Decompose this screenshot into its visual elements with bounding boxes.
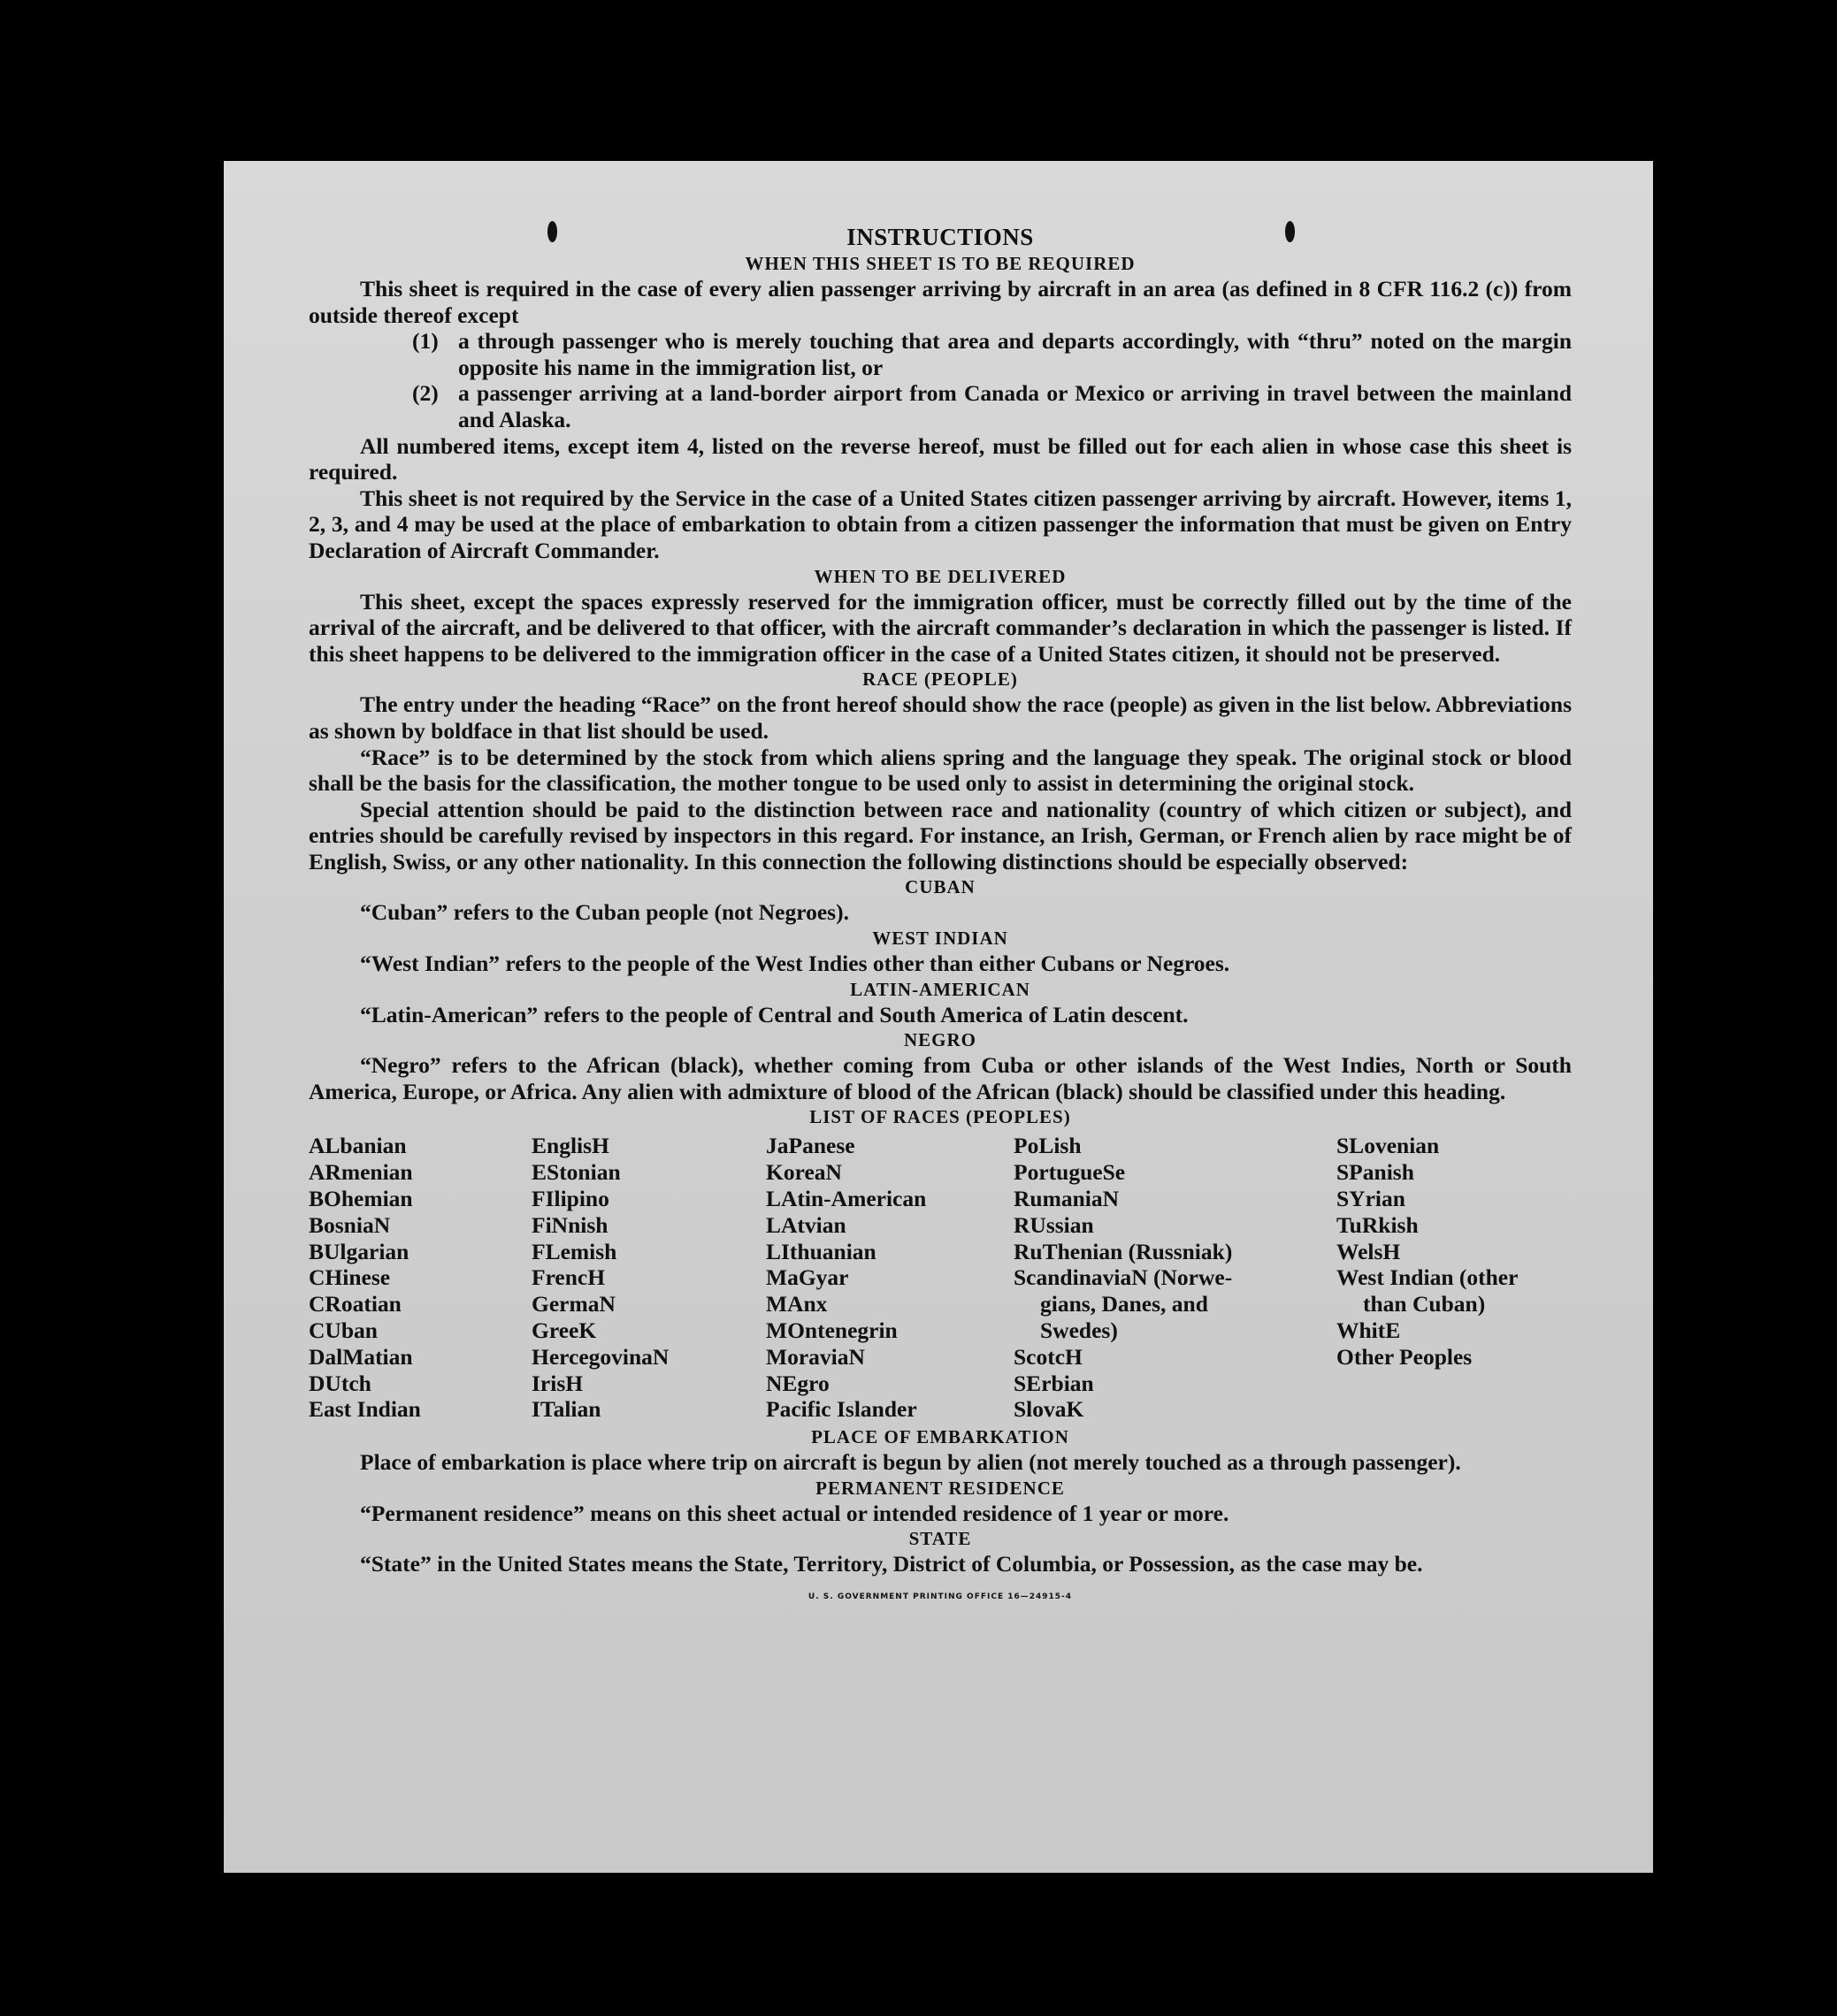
race-item: CUban bbox=[309, 1317, 378, 1344]
race-item: CRoatian bbox=[309, 1291, 402, 1317]
item-text: a through passenger who is merely touching that area and departs accordingly, with “thru” noted on the margin opposite his name in the immigration list, or bbox=[458, 328, 1572, 380]
race-item: SlovaK bbox=[1014, 1396, 1084, 1423]
item-text: a passenger arriving at a land-border airport from Canada or Mexico or arriving in travel between the mainland and Alaska. bbox=[458, 380, 1572, 432]
race-item: MaGyar bbox=[766, 1264, 849, 1291]
section-heading: CUBAN bbox=[905, 876, 976, 898]
race-item: ScotcH bbox=[1014, 1343, 1083, 1370]
binder-hole bbox=[547, 221, 557, 242]
paragraph: Special attention should be paid to the distinction between race and nationality (country of which citizen or subject), and entries should be carefully revised by inspectors in this regard. For instance, an Irish, German, or French alien by race might be of English, Swiss, or any other nationality. In this connection the following distinctions should be especially observed: bbox=[309, 796, 1572, 874]
race-item: SErbian bbox=[1014, 1370, 1094, 1396]
race-item: RuThenian (Russniak) bbox=[1014, 1238, 1233, 1264]
race-list bbox=[309, 1133, 1572, 1423]
list-item bbox=[412, 380, 1572, 432]
race-item: DUtch bbox=[309, 1370, 371, 1396]
binder-hole bbox=[1285, 221, 1295, 242]
section-heading: WHEN THIS SHEET IS TO BE REQUIRED bbox=[745, 253, 1136, 274]
race-item: WelsH bbox=[1336, 1238, 1401, 1264]
document-sheet bbox=[224, 161, 1653, 1873]
section-heading: PLACE OF EMBARKATION bbox=[811, 1426, 1069, 1448]
printer-imprint: U. S. GOVERNMENT PRINTING OFFICE 16—24915-4 bbox=[808, 1592, 1073, 1601]
section-heading: RACE (PEOPLE) bbox=[862, 668, 1018, 691]
race-item: than Cuban) bbox=[1363, 1291, 1486, 1317]
race-item: FIlipino bbox=[532, 1186, 609, 1212]
race-item: IrisH bbox=[532, 1370, 584, 1396]
item-number: (1) bbox=[412, 328, 439, 355]
race-item: Swedes) bbox=[1040, 1317, 1118, 1344]
section-heading: PERMANENT RESIDENCE bbox=[815, 1477, 1065, 1499]
page-title: INSTRUCTIONS bbox=[846, 224, 1034, 250]
race-item: ARmenian bbox=[309, 1159, 413, 1186]
race-item: ALbanian bbox=[309, 1133, 407, 1159]
paragraph: “West Indian” refers to the people of the West Indies other than either Cubans or Negroes. bbox=[360, 951, 1230, 977]
race-item: WhitE bbox=[1336, 1317, 1401, 1344]
paragraph: The entry under the heading “Race” on the front hereof should show the race (people) as given in the list below. Abbreviations as shown by boldface in that list should be used. bbox=[309, 691, 1572, 744]
race-item: RUssian bbox=[1014, 1211, 1094, 1238]
race-item: ITalian bbox=[532, 1396, 601, 1423]
race-column bbox=[766, 1133, 1014, 1423]
paragraph: “State” in the United States means the State, Territory, District of Columbia, or Possession, as the case may be. bbox=[360, 1551, 1423, 1577]
race-item: LIthuanian bbox=[766, 1238, 876, 1264]
race-item: BosniaN bbox=[309, 1211, 391, 1238]
race-item: SPanish bbox=[1336, 1159, 1414, 1186]
race-item: Other Peoples bbox=[1336, 1343, 1473, 1370]
paragraph: “Latin-American” refers to the people of Central and South America of Latin descent. bbox=[360, 1001, 1189, 1027]
section-heading: STATE bbox=[908, 1528, 972, 1550]
paragraph: All numbered items, except item 4, listed on the reverse hereof, must be filled out for each alien in whose case this sheet is required. bbox=[309, 432, 1572, 485]
race-item: DalMatian bbox=[309, 1343, 413, 1370]
paragraph: “Permanent residence” means on this sheet actual or intended residence of 1 year or more. bbox=[360, 1500, 1229, 1526]
paragraph: “Race” is to be determined by the stock from which aliens spring and the language they speak. The original stock or blood shall be the basis for the classification, the mother tongue to be used only to assist in determining the original stock. bbox=[309, 744, 1572, 797]
paragraph: “Cuban” refers to the Cuban people (not Negroes). bbox=[360, 899, 849, 926]
race-item: BUlgarian bbox=[309, 1238, 409, 1264]
race-item: MoraviaN bbox=[766, 1343, 865, 1370]
race-item: HercegovinaN bbox=[532, 1343, 670, 1370]
race-item: FrencH bbox=[532, 1264, 606, 1291]
section-heading: LATIN-AMERICAN bbox=[850, 978, 1030, 1000]
paragraph: “Negro” refers to the African (black), whether coming from Cuba or other islands of the West Indies, North or South America, Europe, or Africa. Any alien with admixture of blood of the African (black) should be classified under this heading. bbox=[309, 1052, 1572, 1104]
race-item: PoLish bbox=[1014, 1133, 1082, 1159]
race-column bbox=[309, 1133, 532, 1423]
paragraph: This sheet is not required by the Service in the case of a United States citizen passenger arriving by aircraft. However, items 1, 2, 3, and 4 may be used at the place of embarkation to obtain from a citizen passenger the information that must be given on Entry Declaration of Aircraft Commander. bbox=[309, 485, 1572, 563]
race-item: NEgro bbox=[766, 1370, 830, 1396]
race-item: CHinese bbox=[309, 1264, 391, 1291]
race-column bbox=[1336, 1133, 1566, 1423]
race-item: MOntenegrin bbox=[766, 1317, 898, 1344]
race-item: SLovenian bbox=[1336, 1133, 1440, 1159]
race-item: EnglisH bbox=[532, 1133, 609, 1159]
race-column bbox=[1014, 1133, 1336, 1423]
paragraph: Place of embarkation is place where trip on aircraft is begun by alien (not merely touched as a through passenger). bbox=[360, 1449, 1461, 1476]
list-item bbox=[412, 328, 1572, 380]
race-item: gians, Danes, and bbox=[1040, 1291, 1208, 1317]
race-item: MAnx bbox=[766, 1291, 828, 1317]
race-item: FiNnish bbox=[532, 1211, 609, 1238]
race-item: JaPanese bbox=[766, 1133, 855, 1159]
race-item: Pacific Islander bbox=[766, 1396, 917, 1423]
race-item: LAtvian bbox=[766, 1211, 846, 1238]
section-heading: WEST INDIAN bbox=[872, 928, 1008, 950]
race-item: LAtin-American bbox=[766, 1186, 927, 1212]
section-heading: NEGRO bbox=[903, 1029, 976, 1051]
race-item: SYrian bbox=[1336, 1186, 1405, 1212]
race-item: BOhemian bbox=[309, 1186, 413, 1212]
paragraph: This sheet is required in the case of every alien passenger arriving by aircraft in an area (as defined in 8 CFR 116.2 (c)) from outside thereof except bbox=[309, 276, 1572, 328]
race-item: KoreaN bbox=[766, 1159, 842, 1186]
race-item: West Indian (other bbox=[1336, 1264, 1519, 1291]
race-item: ScandinaviaN (Norwe- bbox=[1014, 1264, 1233, 1291]
race-item: East Indian bbox=[309, 1396, 421, 1423]
race-item: GreeK bbox=[532, 1317, 597, 1344]
race-item: TuRkish bbox=[1336, 1211, 1419, 1238]
race-item: RumaniaN bbox=[1014, 1186, 1120, 1212]
section-heading: WHEN TO BE DELIVERED bbox=[814, 565, 1067, 587]
item-number: (2) bbox=[412, 380, 439, 407]
race-item: FLemish bbox=[532, 1238, 617, 1264]
paragraph: This sheet, except the spaces expressly reserved for the immigration officer, must be correctly filled out by the time of the arrival of the aircraft, and be delivered to that officer, with the aircraft commander’s declaration in which the passenger is listed. If this sheet happens to be delivered to the immigration officer in the case of a United States citizen, it should not be preserved. bbox=[309, 588, 1572, 667]
race-item: PortugueSe bbox=[1014, 1159, 1126, 1186]
race-item: GermaN bbox=[532, 1291, 616, 1317]
section-heading: LIST OF RACES (PEOPLES) bbox=[809, 1106, 1071, 1128]
race-item: EStonian bbox=[532, 1159, 621, 1186]
race-column bbox=[532, 1133, 766, 1423]
